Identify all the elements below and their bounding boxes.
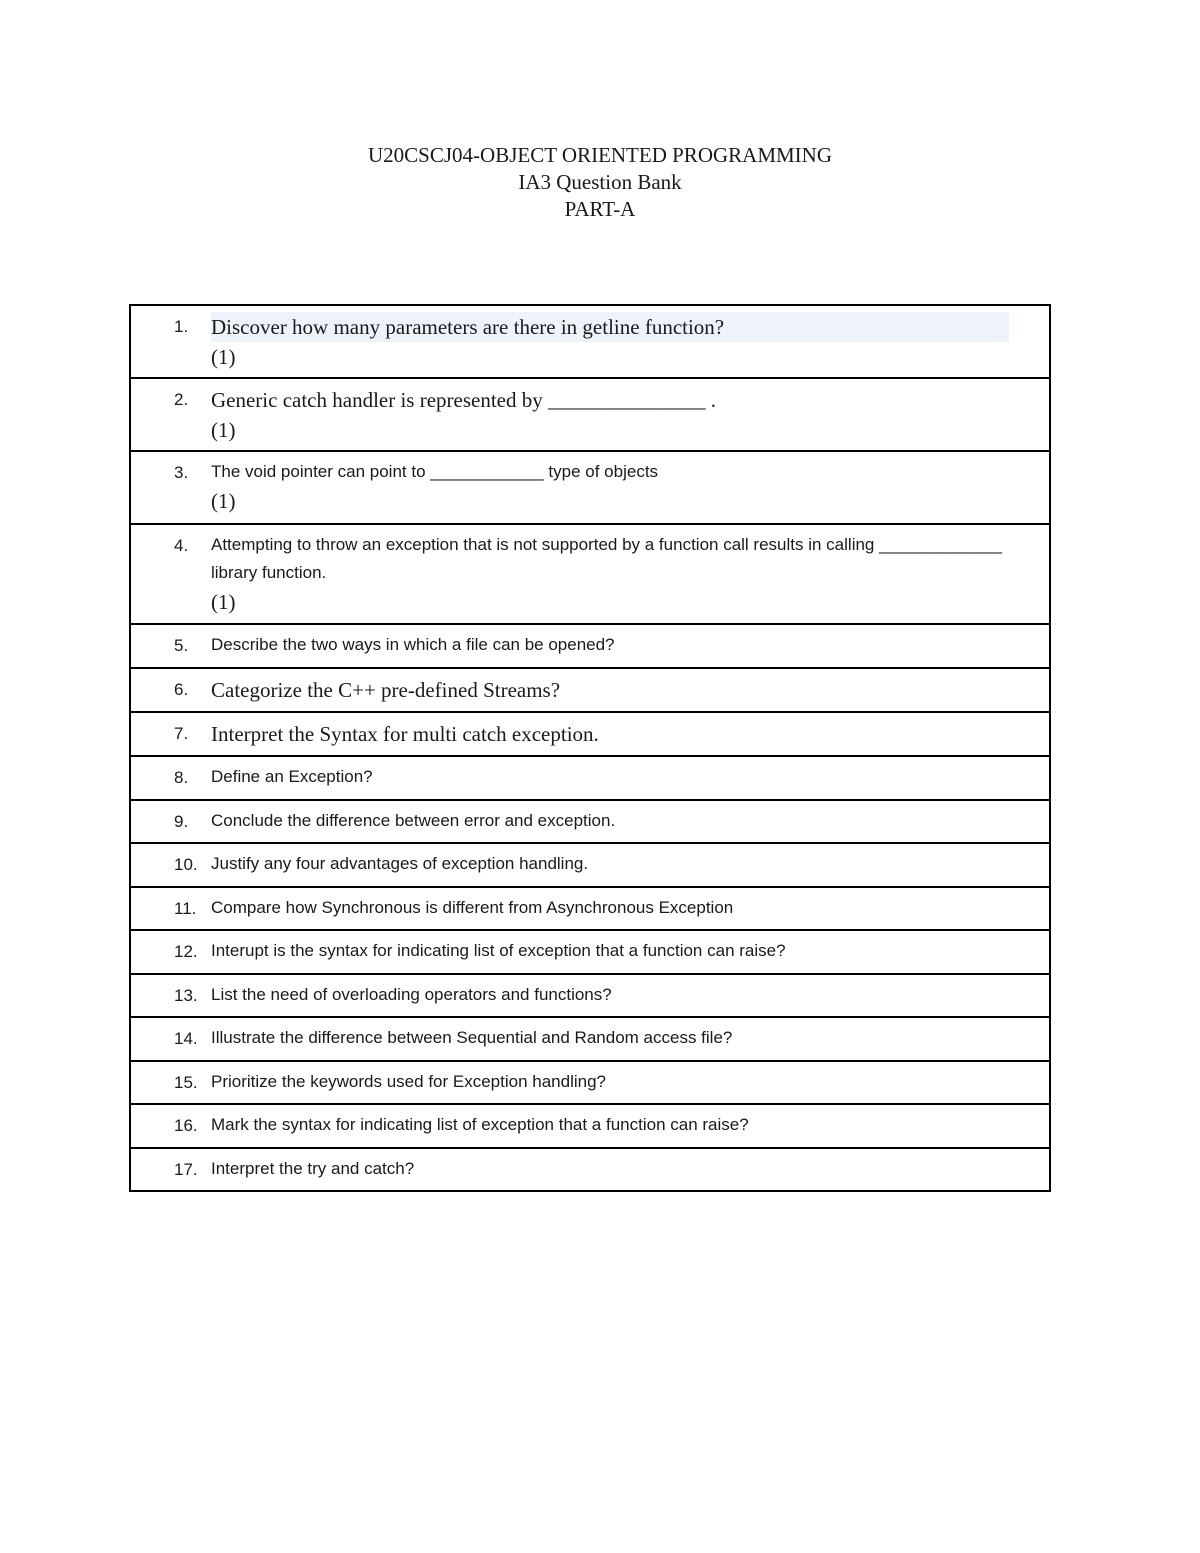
question-text: Attempting to throw an exception that is not supported by a function call results in calling _____________ library function. [211, 535, 1003, 582]
table-row [130, 451, 1050, 524]
table-row [130, 624, 1050, 668]
question-number: 8. [174, 768, 189, 787]
question-text: Prioritize the keywords used for Exception handling? [211, 1072, 606, 1091]
question-number: 9. [174, 812, 189, 831]
table-row [130, 378, 1050, 451]
question-text: Categorize the C++ pre-defined Streams? [211, 678, 561, 702]
question-text: Discover how many parameters are there in getline function? [211, 312, 1009, 342]
question-mark: (1) [211, 590, 236, 614]
question-number: 13. [174, 986, 198, 1005]
question-text: Define an Exception? [211, 767, 373, 786]
question-number: 11. [174, 899, 197, 918]
question-text: Conclude the difference between error and exception. [211, 811, 616, 830]
question-number: 4. [174, 536, 189, 555]
question-number: 3. [174, 463, 189, 482]
document-subtitle: IA3 Question Bank [518, 170, 682, 194]
question-text: Describe the two ways in which a file can be opened? [211, 635, 615, 654]
question-number: 16. [174, 1116, 198, 1135]
table-row [130, 843, 1050, 887]
table-row [130, 524, 1050, 624]
question-text: Illustrate the difference between Sequential and Random access file? [211, 1028, 733, 1047]
table-row [130, 668, 1050, 712]
part-label: PART-A [564, 197, 636, 221]
question-number: 6. [174, 680, 189, 699]
table-row [130, 974, 1050, 1017]
table-row [130, 800, 1050, 843]
question-number: 12. [174, 942, 198, 961]
question-text: The void pointer can point to ____________ type of objects [211, 462, 659, 481]
document-header [0, 142, 1200, 223]
question-text: Compare how Synchronous is different from Asynchronous Exception [211, 898, 734, 917]
question-number: 10. [174, 855, 198, 874]
question-text: Mark the syntax for indicating list of exception that a function can raise? [211, 1115, 749, 1134]
question-text: Interpret the Syntax for multi catch exception. [211, 722, 599, 746]
table-row [130, 305, 1050, 378]
table-row [130, 712, 1050, 756]
question-table [129, 304, 1051, 1192]
course-title: U20CSCJ04-OBJECT ORIENTED PROGRAMMING [368, 143, 832, 167]
question-number: 2. [174, 390, 189, 409]
table-row [130, 756, 1050, 800]
question-number: 7. [174, 724, 189, 743]
table-row [130, 1061, 1050, 1104]
question-mark: (1) [211, 489, 236, 513]
question-mark: (1) [211, 345, 236, 369]
question-text: Generic catch handler is represented by _______________ . [211, 388, 717, 412]
table-row [130, 1017, 1050, 1061]
table-row [130, 1104, 1050, 1148]
question-text: Justify any four advantages of exception handling. [211, 854, 589, 873]
question-text: Interpret the try and catch? [211, 1159, 415, 1178]
question-number: 1. [174, 317, 189, 336]
table-row [130, 1148, 1050, 1191]
question-number: 17. [174, 1160, 198, 1179]
question-text: Interupt is the syntax for indicating list of exception that a function can raise? [211, 941, 786, 960]
question-text: List the need of overloading operators and functions? [211, 985, 612, 1004]
question-number: 14. [174, 1029, 198, 1048]
table-row [130, 930, 1050, 974]
question-mark: (1) [211, 418, 236, 442]
table-row [130, 887, 1050, 930]
question-number: 15. [174, 1073, 198, 1092]
question-number: 5. [174, 636, 189, 655]
